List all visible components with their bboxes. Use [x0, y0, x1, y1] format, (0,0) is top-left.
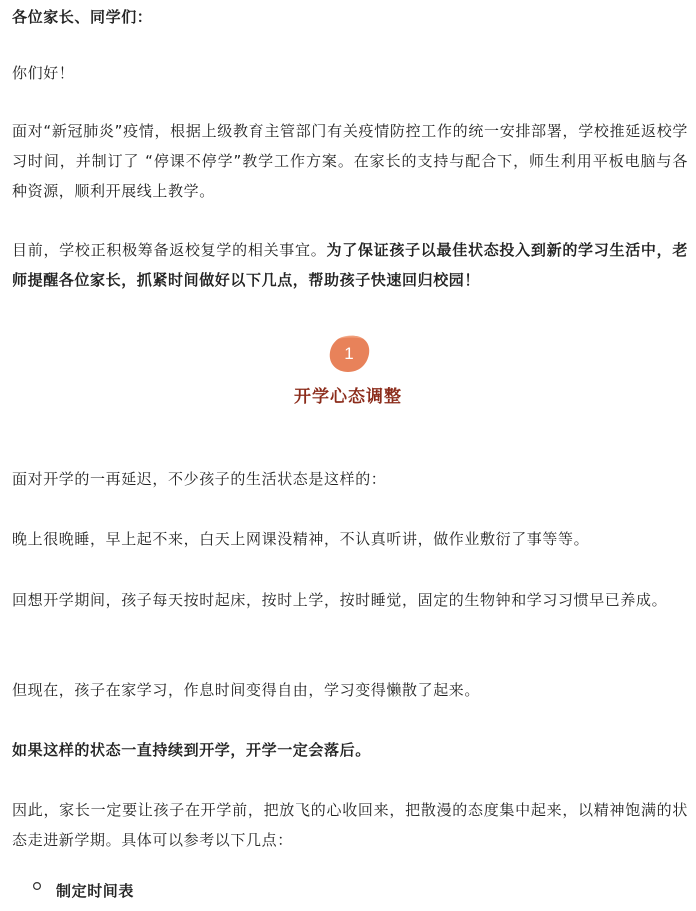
list-item-1: 制定时间表	[56, 882, 135, 900]
body-paragraph-5: 如果这样的状态一直持续到开学，开学一定会落后。	[12, 741, 371, 759]
list-bullet-circle-icon	[32, 881, 42, 891]
section-number-badge	[326, 334, 372, 374]
body-paragraph-2: 晚上很晚睡，早上起不来，白天上网课没精神，不认真听讲，做作业敷衍了事等等。	[12, 530, 590, 548]
salutation: 各位家长、同学们：	[12, 8, 153, 26]
body-paragraph-6: 因此，家长一定要让孩子在开学前，把放飞的心收回来，把散漫的态度集中起来，以精神饱满的状态走进新学期。具体可以参考以下几点：	[12, 801, 688, 849]
body-paragraph-3: 回想开学期间，孩子每天按时起床，按时上学，按时睡觉，固定的生物钟和学习习惯早已养成。	[12, 591, 668, 609]
current-bold-text: 为了保证孩子以最佳状态投入到新的学习生活中，老师提醒各位家长，抓紧时间做好以下几点，帮助孩子快速回归校园！	[12, 241, 688, 289]
body-paragraph-4: 但现在，孩子在家学习，作息时间变得自由，学习变得懒散了起来。	[12, 681, 481, 699]
body-paragraph-1: 面对开学的一再延迟，不少孩子的生活状态是这样的：	[12, 470, 387, 488]
intro-paragraph: 面对“新冠肺炎”疫情，根据上级教育主管部门有关疫情防控工作的统一安排部署，学校推延返校学习时间，并制订了 “停课不停学”教学工作方案。在家长的支持与配合下，师生利用平板电脑与各种资源，顺利开展线上教学。	[12, 122, 688, 200]
current-plain-text: 目前，学校正积极筹备返校复学的相关事宜。	[12, 241, 327, 259]
current-paragraph	[12, 235, 688, 295]
section-number: 1	[344, 344, 354, 363]
hello-line: 你们好！	[12, 64, 75, 82]
section-title: 开学心态调整	[294, 387, 402, 407]
